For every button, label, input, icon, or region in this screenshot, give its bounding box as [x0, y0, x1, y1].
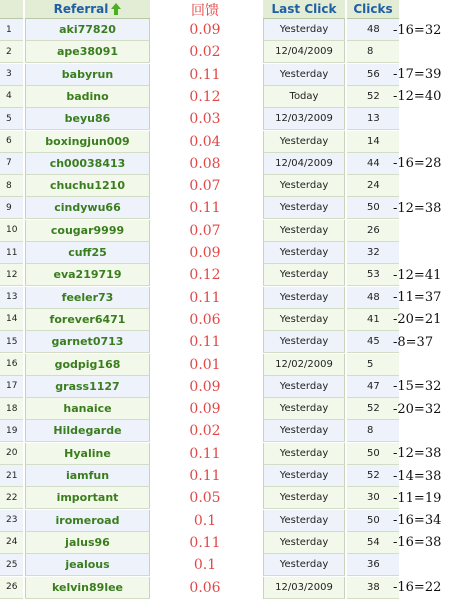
row-number: 12	[0, 264, 23, 286]
handwritten-note: -16=22	[393, 580, 442, 595]
referral-name-link[interactable]: badino	[25, 86, 150, 108]
back-value: 0.07	[151, 175, 259, 197]
clicks-count: 48	[347, 287, 399, 309]
handwritten-note: -14=38	[393, 468, 442, 484]
back-value: 0.09	[151, 19, 259, 41]
table-row	[0, 264, 466, 286]
referral-name-link[interactable]: iamfun	[25, 465, 150, 487]
handwritten-note: -17=39	[393, 67, 442, 83]
clicks-count: 8	[347, 41, 399, 63]
table-row	[0, 41, 466, 63]
clicks-count: 54	[347, 532, 399, 554]
row-number: 22	[0, 487, 23, 509]
row-number: 9	[0, 197, 23, 219]
back-value: 0.11	[151, 287, 259, 309]
back-value: 0.11	[151, 64, 259, 86]
handwritten-note: -12=38	[393, 200, 442, 216]
table-row	[0, 577, 466, 599]
table-row	[0, 443, 466, 465]
handwritten-note	[393, 554, 466, 576]
back-value: 0.08	[151, 153, 259, 175]
last-click-date: Yesterday	[263, 487, 345, 509]
handwritten-note: -16=34	[393, 513, 442, 529]
row-number: 16	[0, 354, 23, 376]
referral-name-link[interactable]: godpig168	[25, 354, 150, 376]
row-number: 7	[0, 153, 23, 175]
clicks-count: 52	[347, 398, 399, 420]
row-number: 23	[0, 510, 23, 532]
clicks-count: 26	[347, 220, 399, 242]
last-click-date: 12/03/2009	[263, 577, 345, 599]
clicks-count: 50	[347, 510, 399, 532]
clicks-count: 48	[347, 19, 399, 41]
table-row	[0, 153, 466, 175]
referral-name-link[interactable]: cindywu66	[25, 197, 150, 219]
referral-name-link[interactable]: ch00038413	[25, 153, 150, 175]
table-row	[0, 465, 466, 487]
last-click-date: 12/02/2009	[263, 354, 345, 376]
last-click-date: Yesterday	[263, 287, 345, 309]
back-value: 0.1	[151, 554, 259, 576]
row-number: 20	[0, 443, 23, 465]
handwritten-note: -20=21	[393, 312, 442, 328]
sort-up-arrow-icon[interactable]	[111, 3, 121, 15]
table-row	[0, 64, 466, 86]
handwritten-note	[393, 41, 466, 63]
back-value: 0.02	[151, 420, 259, 442]
row-number: 13	[0, 287, 23, 309]
handwritten-note	[393, 108, 466, 130]
table-row	[0, 398, 466, 420]
header-referral-sort[interactable]	[25, 0, 150, 19]
handwritten-note: -11=19	[393, 490, 442, 506]
last-click-date: 12/03/2009	[263, 108, 345, 130]
handwritten-note: -8=37	[393, 334, 434, 350]
handwritten-note: -20=32	[393, 401, 442, 417]
clicks-count: 32	[347, 242, 399, 264]
referral-name-link[interactable]: garnet0713	[25, 331, 150, 353]
handwritten-note	[393, 220, 466, 242]
referral-name-link[interactable]: jalus96	[25, 532, 150, 554]
referral-name-link[interactable]: hanaice	[25, 398, 150, 420]
last-click-date: Yesterday	[263, 554, 345, 576]
table-row	[0, 554, 466, 576]
back-value: 0.11	[151, 197, 259, 219]
last-click-date: Yesterday	[263, 532, 345, 554]
back-value: 0.03	[151, 108, 259, 130]
referral-name-link[interactable]: beyu86	[25, 108, 150, 130]
table-row	[0, 86, 466, 108]
clicks-count: 52	[347, 86, 399, 108]
referral-name-link[interactable]: babyrun	[25, 64, 150, 86]
table-row	[0, 331, 466, 353]
back-value: 0.09	[151, 242, 259, 264]
referral-name-link[interactable]: ape38091	[25, 41, 150, 63]
last-click-date: Yesterday	[263, 331, 345, 353]
clicks-count: 50	[347, 443, 399, 465]
clicks-count: 50	[347, 197, 399, 219]
table-row	[0, 175, 466, 197]
handwritten-note: -16=32	[393, 22, 442, 38]
table-row	[0, 220, 466, 242]
table-row	[0, 510, 466, 532]
row-number: 11	[0, 242, 23, 264]
row-number: 4	[0, 86, 23, 108]
referral-name-link[interactable]: kelvin89lee	[25, 577, 150, 599]
row-number: 25	[0, 554, 23, 576]
referral-name-link[interactable]: grass1127	[25, 376, 150, 398]
last-click-date: Yesterday	[263, 131, 345, 153]
table-row	[0, 354, 466, 376]
last-click-date: 12/04/2009	[263, 41, 345, 63]
table-row	[0, 19, 466, 41]
handwritten-note	[393, 175, 466, 197]
referral-name-link[interactable]: eva219719	[25, 264, 150, 286]
header-back-label: 回馈	[151, 0, 259, 19]
row-number: 8	[0, 175, 23, 197]
handwritten-note: -15=32	[393, 379, 442, 395]
clicks-count: 45	[347, 331, 399, 353]
table-row	[0, 376, 466, 398]
last-click-date: Yesterday	[263, 64, 345, 86]
table-row	[0, 487, 466, 509]
header-clicks-sort[interactable]: Clicks	[347, 0, 399, 19]
handwritten-note	[393, 354, 466, 376]
back-value: 0.11	[151, 443, 259, 465]
last-click-date: Yesterday	[263, 19, 345, 41]
last-click-date: Yesterday	[263, 376, 345, 398]
referral-name-link[interactable]: cuff25	[25, 242, 150, 264]
back-value: 0.11	[151, 465, 259, 487]
table-row	[0, 287, 466, 309]
last-click-date: Yesterday	[263, 443, 345, 465]
handwritten-note	[393, 420, 466, 442]
last-click-date: Yesterday	[263, 510, 345, 532]
header-last-click-sort[interactable]: Last Click	[263, 0, 345, 19]
clicks-count: 38	[347, 577, 399, 599]
row-number: 5	[0, 108, 23, 130]
table-header	[0, 0, 466, 19]
handwritten-note: -11=37	[393, 290, 442, 306]
back-value: 0.12	[151, 264, 259, 286]
referral-name-link[interactable]: iromeroad	[25, 510, 150, 532]
last-click-date: Today	[263, 86, 345, 108]
last-click-date: Yesterday	[263, 242, 345, 264]
header-referral-label: Referral	[53, 2, 109, 16]
last-click-date: Yesterday	[263, 398, 345, 420]
row-number: 24	[0, 532, 23, 554]
back-value: 0.04	[151, 131, 259, 153]
referral-name-link[interactable]: forever6471	[25, 309, 150, 331]
back-value: 0.02	[151, 41, 259, 63]
handwritten-note: -16=28	[393, 156, 442, 172]
back-value: 0.1	[151, 510, 259, 532]
handwritten-note: -12=41	[393, 267, 442, 283]
row-number: 1	[0, 19, 23, 41]
back-value: 0.06	[151, 309, 259, 331]
table-row	[0, 197, 466, 219]
row-number: 17	[0, 376, 23, 398]
clicks-count: 56	[347, 64, 399, 86]
back-value: 0.05	[151, 487, 259, 509]
last-click-date: Yesterday	[263, 220, 345, 242]
back-value: 0.09	[151, 376, 259, 398]
clicks-count: 41	[347, 309, 399, 331]
referral-name-link[interactable]: important	[25, 487, 150, 509]
table-row	[0, 532, 466, 554]
table-row	[0, 131, 466, 153]
header-number-cell	[0, 0, 23, 19]
row-number: 2	[0, 41, 23, 63]
clicks-count: 13	[347, 108, 399, 130]
clicks-count: 53	[347, 264, 399, 286]
clicks-count: 47	[347, 376, 399, 398]
back-value: 0.11	[151, 331, 259, 353]
clicks-count: 44	[347, 153, 399, 175]
row-number: 18	[0, 398, 23, 420]
handwritten-note: -12=40	[393, 89, 442, 105]
handwritten-note: -16=38	[393, 535, 442, 551]
clicks-count: 36	[347, 554, 399, 576]
clicks-count: 30	[347, 487, 399, 509]
back-value: 0.12	[151, 86, 259, 108]
referral-name-link[interactable]: Hildegarde	[25, 420, 150, 442]
referral-name-link[interactable]: feeler73	[25, 287, 150, 309]
referral-name-link[interactable]: jealous	[25, 554, 150, 576]
table-row	[0, 309, 466, 331]
referral-name-link[interactable]: cougar9999	[25, 220, 150, 242]
clicks-count: 24	[347, 175, 399, 197]
handwritten-note	[393, 242, 466, 264]
row-number: 21	[0, 465, 23, 487]
row-number: 19	[0, 420, 23, 442]
row-number: 26	[0, 577, 23, 599]
referral-name-link[interactable]: chuchu1210	[25, 175, 150, 197]
row-number: 10	[0, 220, 23, 242]
row-number: 3	[0, 64, 23, 86]
last-click-date: 12/04/2009	[263, 153, 345, 175]
back-value: 0.01	[151, 354, 259, 376]
clicks-count: 14	[347, 131, 399, 153]
row-number: 15	[0, 331, 23, 353]
referral-name-link[interactable]: boxingjun009	[25, 131, 150, 153]
table-row	[0, 420, 466, 442]
last-click-date: Yesterday	[263, 309, 345, 331]
last-click-date: Yesterday	[263, 465, 345, 487]
back-value: 0.11	[151, 532, 259, 554]
last-click-date: Yesterday	[263, 175, 345, 197]
row-number: 6	[0, 131, 23, 153]
handwritten-note	[393, 131, 466, 153]
back-value: 0.09	[151, 398, 259, 420]
last-click-date: Yesterday	[263, 197, 345, 219]
clicks-count: 5	[347, 354, 399, 376]
back-value: 0.07	[151, 220, 259, 242]
row-number: 14	[0, 309, 23, 331]
handwritten-note: -12=38	[393, 446, 442, 462]
referral-name-link[interactable]: Hyaline	[25, 443, 150, 465]
back-value: 0.06	[151, 577, 259, 599]
clicks-count: 8	[347, 420, 399, 442]
table-row	[0, 108, 466, 130]
last-click-date: Yesterday	[263, 420, 345, 442]
table-row	[0, 242, 466, 264]
last-click-date: Yesterday	[263, 264, 345, 286]
clicks-count: 52	[347, 465, 399, 487]
referral-name-link[interactable]: aki77820	[25, 19, 150, 41]
